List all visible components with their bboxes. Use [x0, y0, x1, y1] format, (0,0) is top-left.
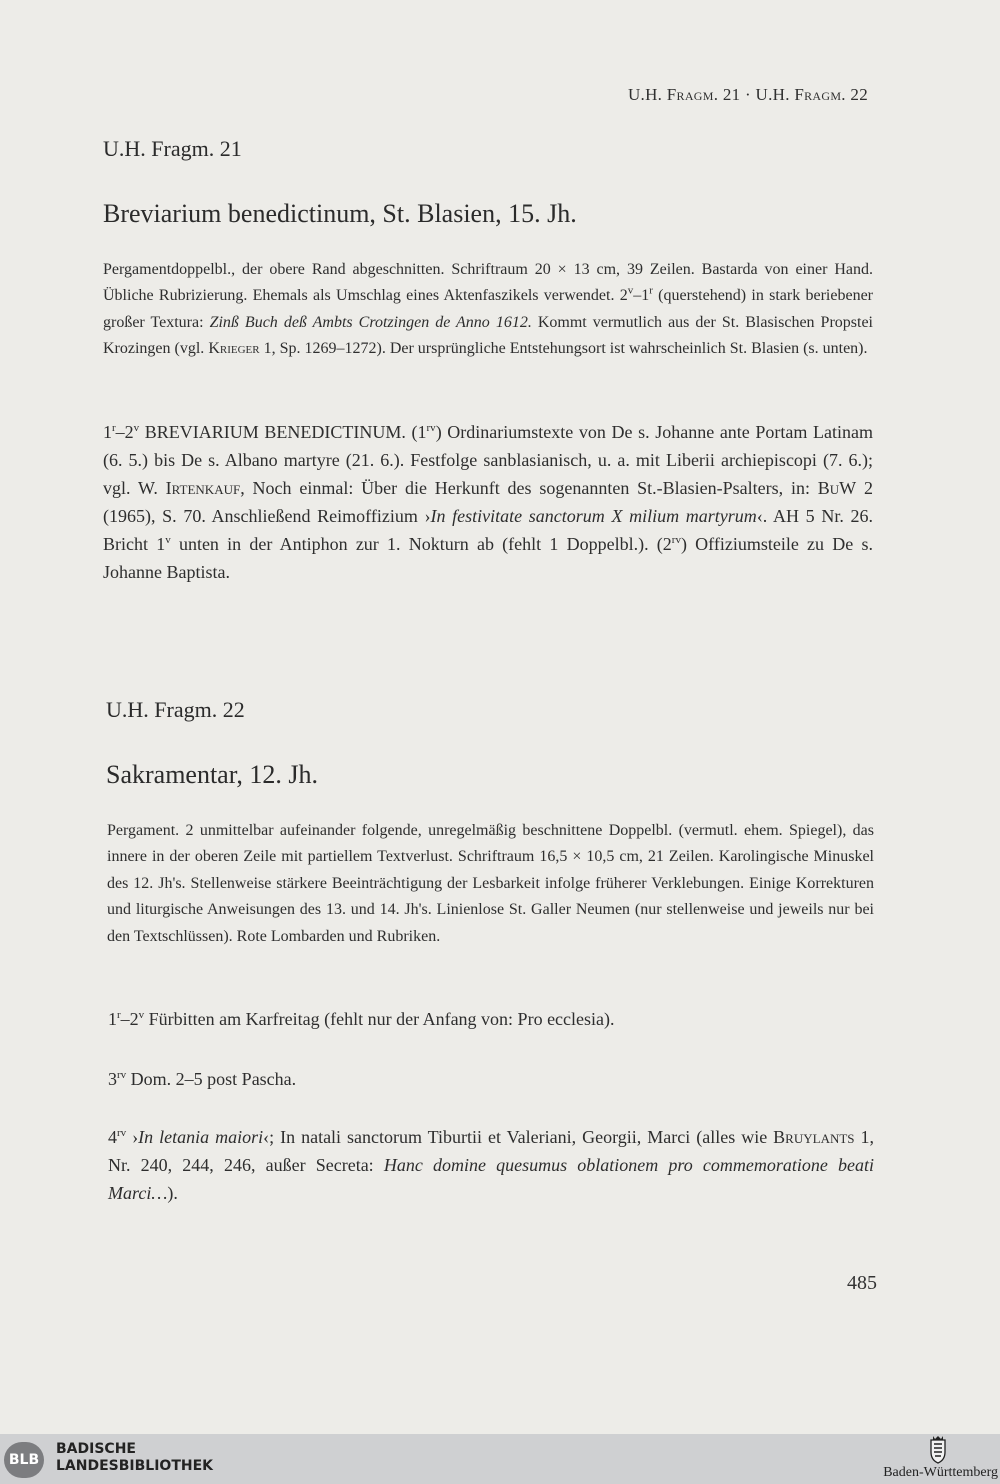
- library-footer: [0, 1434, 1000, 1484]
- fragm22-description: Pergament. 2 unmittelbar aufeinander folgende, unregelmäßig beschnittene Doppelbl. (vermutl. ehem. Spiegel), das innere in der oberen Zeile mit partiellem Textverlust. Schriftraum 16,5 × 10,5 cm, 21 Zeilen. Karolingische Minuskel des 12. Jh's. Stellenweise stärkere Beeinträchtigung der Lesbarkeit infolge früherer Verklebungen. Einige Korrekturen und liturgische Anweisungen des 13. und 14. Jh's. Linienlose St. Galler Neumen (nur stellenweise und jeweils nur bei den Textschlüssen). Rote Lombarden und Rubriken.: [107, 822, 874, 945]
- fragm22-entry-2: $3^{rv}$ Dom. 2–5 post Pascha.: [108, 1069, 297, 1089]
- fragm22-id: U.H. Fragm. 22: [106, 697, 245, 722]
- fragm21-content: 1$^r$–2$^v$ BREVIARIUM BENEDICTINUM. $(1^{rv})$ Ordinariumstexte von De s. Johanne ante Portam Latinam (6. 5.) bis De s. Albano martyre (21. 6.). Festfolge sanblasianisch, u. a. mit Liberii archiepiscopi (7. 6.); vgl. W. Irtenkauf, Noch einmal: Über die Herkunft des sogenannten St.-Blasien-Psalters, in: BuW 2 (1965), S. 70. Anschließend Reimoffizium ›In festivitate sanctorum X milium martyrum‹. AH 5 Nr. 26. Bricht 1$^v$ unten in der Antiphon zur 1. Nokturn ab (fehlt 1 Doppelbl.). $(2^{rv})$ Offiziumsteile zu De s. Johanne Baptista.: [103, 422, 874, 582]
- state-label: Baden-Württemberg: [883, 1465, 998, 1480]
- fragm21-id: U.H. Fragm. 21: [103, 136, 242, 161]
- baden-wuerttemberg-coat-of-arms-icon: [928, 1436, 948, 1464]
- running-head-separator: ·: [745, 85, 751, 104]
- fragm22-entry-3: $4^{rv}$ ›In letania maiori‹; In natali sanctorum Tiburtii et Valeriani, Georgii, Marci (alles wie Bruylants 1, Nr. 240, 244, 246, außer Secreta: Hanc domine quesumus oblationem pro commemoratione beati Marci…).: [108, 1127, 874, 1203]
- fragm21-description: Pergamentdoppelbl., der obere Rand abgeschnitten. Schriftraum 20 × 13 cm, 39 Zeilen. Bastarda von einer Hand. Übliche Rubrizierung. Ehemals als Umschlag eines Aktenfaszikels verwendet. 2$^v$–1$^r$ (querstehend) in stark beriebener großer Textura: Zinß Buch deß Ambts Crotzingen de Anno 1612. Kommt vermutlich aus der St. Blasischen Propstei Krozingen (vgl. Krieger 1, Sp. 1269–1272). Der ursprüngliche Entstehungsort ist wahrscheinlich St. Blasien (s. unten).: [103, 261, 874, 358]
- library-name[interactable]: [56, 1441, 213, 1475]
- running-head: [628, 85, 868, 105]
- library-name-line2: LANDESBIBLIOTHEK: [56, 1458, 214, 1474]
- page-number: 485: [847, 1272, 877, 1294]
- blb-logo-icon[interactable]: BLB: [4, 1442, 44, 1478]
- library-name-line1: BADISCHE: [56, 1441, 136, 1457]
- fragm22-entry-1: 1$^r$–2$^v$ Fürbitten am Karfreitag (fehlt nur der Anfang von: Pro ecclesia).: [108, 1009, 615, 1029]
- running-head-left: U.H. Fragm. 21: [627, 85, 741, 104]
- running-head-right: U.H. Fragm. 22: [755, 85, 868, 104]
- fragm21-title: Breviarium benedictinum, St. Blasien, 15. Jh.: [103, 199, 577, 228]
- fragm22-title: Sakramentar, 12. Jh.: [106, 760, 318, 789]
